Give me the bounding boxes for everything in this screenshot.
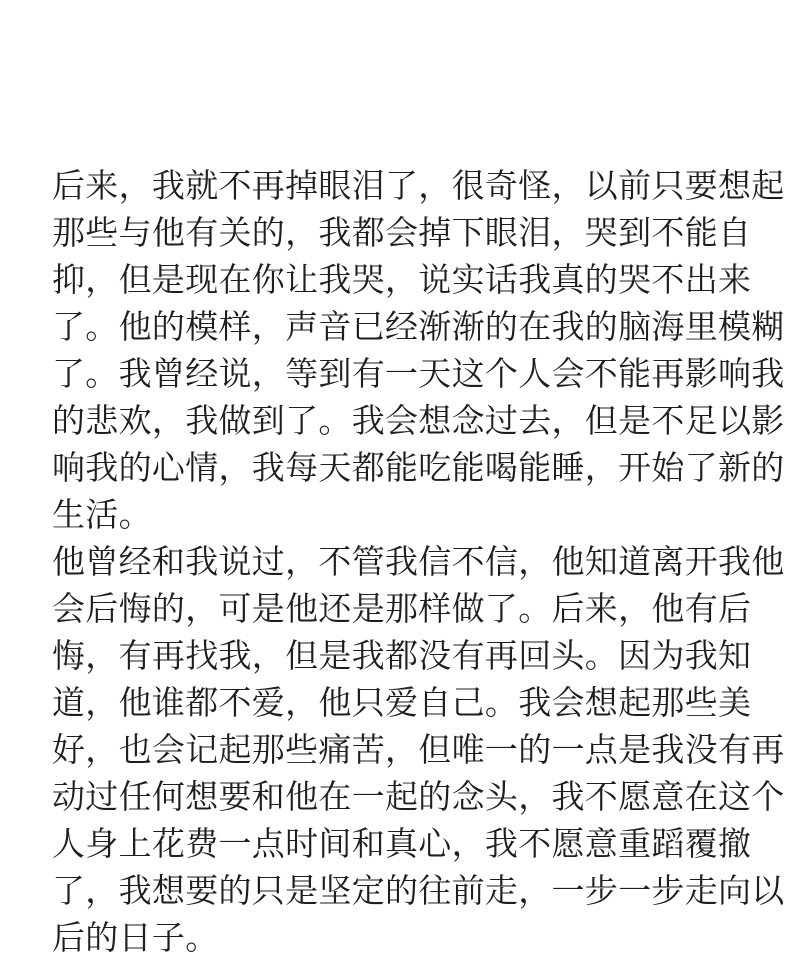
text-line: 悔，有再找我，但是我都没有再回头。因为我知	[52, 636, 752, 675]
text-line: 那些与他有关的，我都会掉下眼泪，哭到不能自	[52, 213, 752, 252]
text-line: 了。我曾经说，等到有一天这个人会不能再影响我	[52, 354, 785, 393]
text-line: 好，也会记起那些痛苦，但唯一的一点是我没有再	[52, 730, 785, 769]
text-line: 抑，但是现在你让我哭，说实话我真的哭不出来	[52, 260, 752, 299]
text-line: 动过任何想要和他在一起的念头，我不愿意在这个	[52, 777, 785, 816]
article-text	[52, 162, 785, 961]
text-line: 道，他谁都不爱，他只爱自己。我会想起那些美	[52, 683, 752, 722]
text-line: 人身上花费一点时间和真心，我不愿意重蹈覆撤	[52, 824, 752, 863]
text-line: 后的日子。	[52, 918, 219, 957]
text-line: 他曾经和我说过，不管我信不信，他知道离开我他	[52, 542, 785, 581]
text-line: 了，我想要的只是坚定的往前走，一步一步走向以	[52, 871, 785, 910]
text-line: 会后悔的，可是他还是那样做了。后来，他有后	[52, 589, 752, 628]
text-line: 的悲欢，我做到了。我会想念过去，但是不足以影	[52, 401, 785, 440]
text-line: 后来，我就不再掉眼泪了，很奇怪，以前只要想起	[52, 166, 785, 205]
text-line: 了。他的模样，声音已经渐渐的在我的脑海里模糊	[52, 307, 785, 346]
text-line: 生活。	[52, 495, 152, 534]
text-line: 响我的心情，我每天都能吃能喝能睡，开始了新的	[52, 448, 785, 487]
